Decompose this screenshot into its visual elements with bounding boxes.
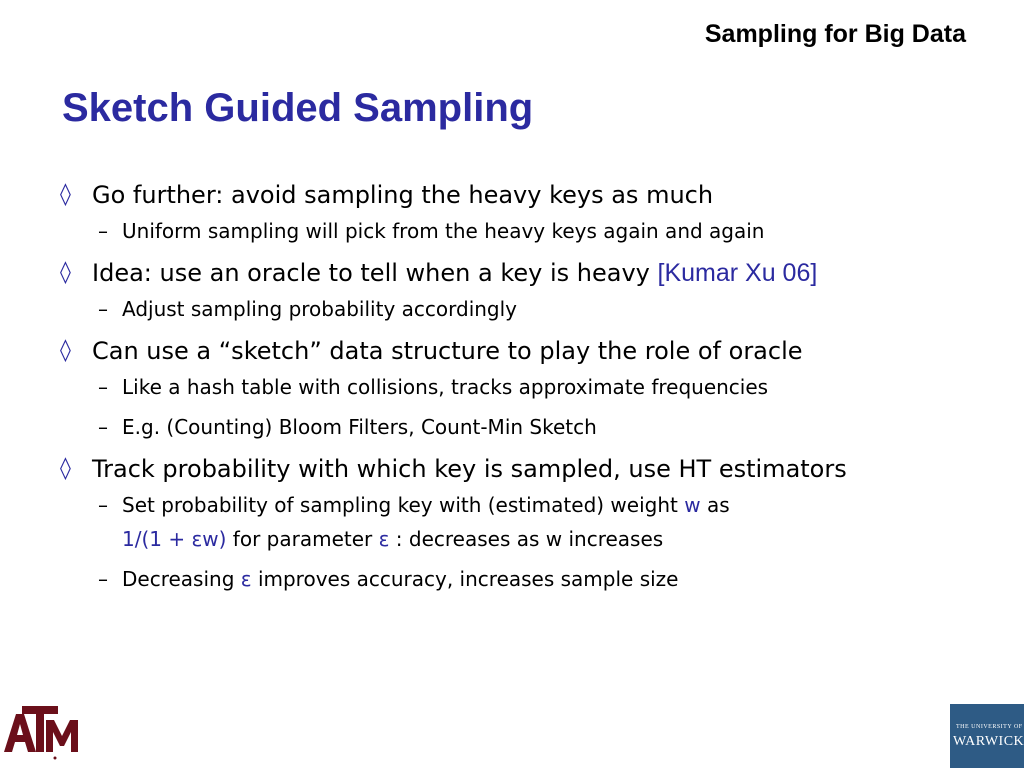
- sub-bullet-item: [60, 410, 980, 444]
- sub-bullet-item: [60, 562, 980, 596]
- dash-bullet-icon: –: [98, 375, 108, 399]
- sub-bullet-text: Adjust sampling probability accordingly: [122, 297, 518, 321]
- sub-bullet-text: as: [706, 493, 730, 517]
- sub-bullet-item: [60, 488, 980, 522]
- bullet-text: Idea: use an oracle to tell when a key is heavy: [92, 259, 650, 287]
- bullet-list: [60, 176, 980, 602]
- sub-bullet-text: Decreasing: [122, 567, 235, 591]
- sub-bullet-text: Like a hash table with collisions, tracks approximate frequencies: [122, 375, 769, 399]
- sub-bullet-text: E.g. (Counting) Bloom Filters, Count-Min Sketch: [122, 415, 597, 439]
- diamond-bullet-icon: ◊: [60, 260, 71, 285]
- sub-bullet-continuation: [60, 522, 980, 556]
- epsilon-symbol: ε: [240, 567, 252, 591]
- citation: [Kumar Xu 06]: [657, 259, 818, 287]
- sub-bullet-text: for parameter: [232, 527, 373, 551]
- bullet-text: Track probability with which key is sampled, use HT estimators: [92, 455, 847, 483]
- bullet-item: [60, 254, 980, 292]
- dash-bullet-icon: –: [98, 219, 108, 243]
- diamond-bullet-icon: ◊: [60, 182, 71, 207]
- sub-bullet-text: Uniform sampling will pick from the heavy keys again and again: [122, 219, 765, 243]
- warwick-logo: [950, 704, 1024, 768]
- sub-bullet-text: improves accuracy, increases sample size: [257, 567, 679, 591]
- sub-bullet-text: : decreases as w increases: [395, 527, 664, 551]
- warwick-logo-big-text: WARWICK: [953, 734, 1024, 749]
- slide-title: Sketch Guided Sampling: [62, 86, 534, 130]
- bullet-item: [60, 332, 980, 370]
- diamond-bullet-icon: ◊: [60, 456, 71, 481]
- epsilon-symbol: ε: [378, 527, 390, 551]
- dash-bullet-icon: –: [98, 567, 108, 591]
- sub-bullet-item: [60, 214, 980, 248]
- probability-formula: 1/(1 + εw): [122, 527, 227, 551]
- sub-bullet-item: [60, 370, 980, 404]
- tamu-logo: [2, 700, 78, 762]
- bullet-item: [60, 450, 980, 488]
- sub-bullet-item: [60, 292, 980, 326]
- warwick-logo-small-text: THE UNIVERSITY OF: [956, 724, 1023, 730]
- bullet-text: Go further: avoid sampling the heavy keys as much: [92, 181, 714, 209]
- weight-symbol: w: [684, 493, 701, 517]
- course-title: Sampling for Big Data: [704, 20, 966, 48]
- bullet-text: Can use a “sketch” data structure to play the role of oracle: [92, 337, 803, 365]
- dash-bullet-icon: –: [98, 493, 108, 517]
- dash-bullet-icon: –: [98, 297, 108, 321]
- sub-bullet-text: Set probability of sampling key with (estimated) weight: [122, 493, 678, 517]
- dash-bullet-icon: –: [98, 415, 108, 439]
- bullet-item: [60, 176, 980, 214]
- diamond-bullet-icon: ◊: [60, 338, 71, 363]
